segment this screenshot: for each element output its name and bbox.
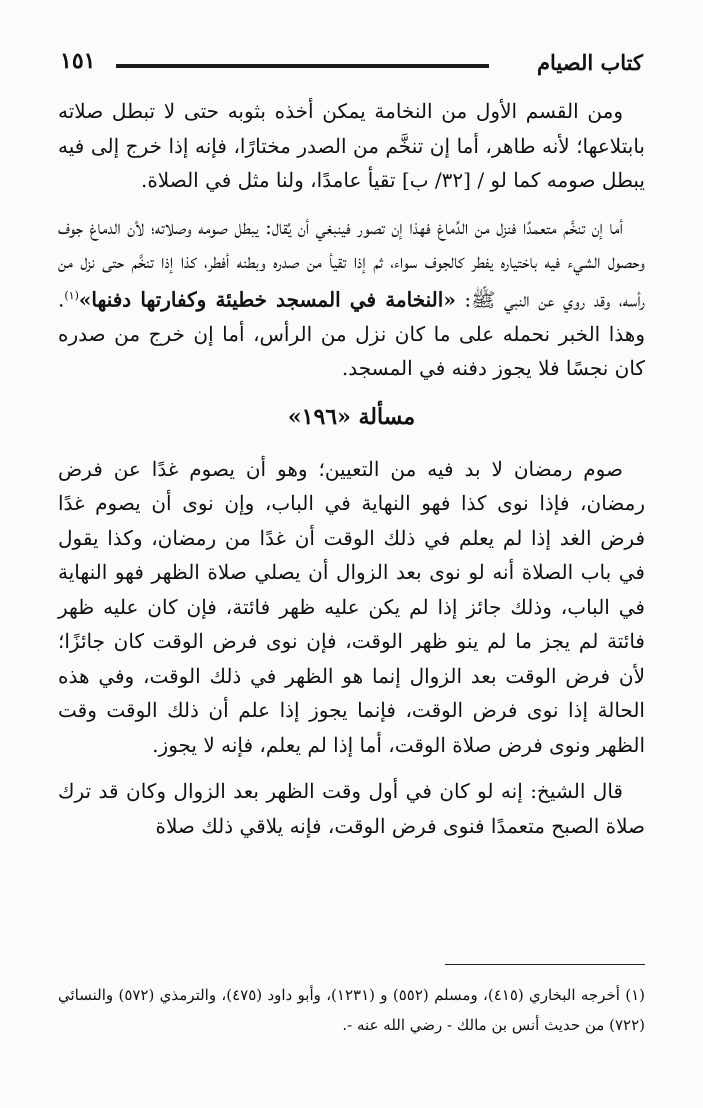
header-rule bbox=[116, 64, 489, 68]
page-number: ١٥١ bbox=[60, 48, 96, 74]
paragraph-2 bbox=[58, 210, 645, 386]
hadith-quote: «النخامة في المسجد خطيئة وكفارتها دفنها» bbox=[78, 287, 456, 312]
book-title: كتاب الصيام bbox=[537, 50, 643, 75]
footnotes bbox=[58, 980, 645, 1040]
paragraph-2-intro: أما إن تنخَّم متعمدًا فنزل من الدِّماغ فهذا إن تصور فينبغي أن يُقال: يبطل صومه وصلاته؛ لأن الدماغ جوف وحصول الشيء فيه باختياره يفطر كالجوف سواء، ثم إذا تقيأ من صدره وبطنه أفطر، كذا إذا تنخَّم حتى نزل من رأسه، وقد روي عن النبي ﷺ: bbox=[58, 214, 646, 312]
paragraph-4: قال الشيخ: إنه لو كان في أول وقت الظهر بعد الزوال وكان قد ترك صلاة الصبح متعمدًا فنوى فرض الوقت، فإنه يلاقي ذلك صلاة bbox=[58, 779, 645, 838]
footnote-1: (١) أخرجه البخاري (٤١٥)، ومسلم (٥٥٢) و (١٢٣١)، وأبو داود (٤٧٥)، والترمذي (٥٧٢) والنسائي (٧٢٢) من حديث أنس بن مالك - رضي الله عنه -. bbox=[58, 986, 645, 1034]
main-text bbox=[58, 94, 645, 855]
paragraph-1: ومن القسم الأول من النخامة يمكن أخذه بثوبه حتى لا تبطل صلاته بابتلاعها؛ لأنه طاهر، أما إن تنخَّم من الصدر مختارًا، فإنه إذا خرج إلى فيه يبطل صومه كما لو / [٣٢/ ب] تقيأ عامدًا، ولنا مثل في الصلاة. bbox=[58, 99, 645, 192]
section-heading: مسألة «١٩٦» bbox=[287, 403, 416, 430]
paragraph-2-rest: . وهذا الخبر نحمله على ما كان نزل من الرأس، أما إن خرج من صدره كان نجسًا فلا يجوز دفنه في المسجد. bbox=[58, 287, 646, 381]
footnote-rule bbox=[445, 964, 645, 965]
footnote-marker[interactable]: (١) bbox=[64, 288, 79, 302]
running-header bbox=[60, 46, 643, 86]
paragraph-3: صوم رمضان لا بد فيه من التعيين؛ وهو أن يصوم غدًا عن فرض رمضان، فإذا نوى كذا فهو النهاية في الباب، وإن نوى أن يصوم غدًا فرض الغد إذا لم يعلم في ذلك الوقت أن غدًا من رمضان، وكذا يقول في باب الصلاة أنه لو نوى بعد الزوال أن يصلي صلاة الظهر فهو النهاية في الباب، وذلك جائز إذا لم يكن عليه ظهر فائتة، فإن كان عليه ظهر فائتة لم يجز ما لم ينو ظهر الوقت، فإن نوى فرض الوقت كان جائزًا؛ لأن فرض الوقت بعد الزوال إنما هو الظهر في ذلك الوقت، وفي هذه الحالة إذا نوى فرض الوقت، فإنما يجوز إذا علم أن ذلك الوقت وقت الظهر ونوى فرض صلاة الوقت، أما إذا لم يعلم، فإنه لا يجوز. bbox=[58, 456, 645, 757]
